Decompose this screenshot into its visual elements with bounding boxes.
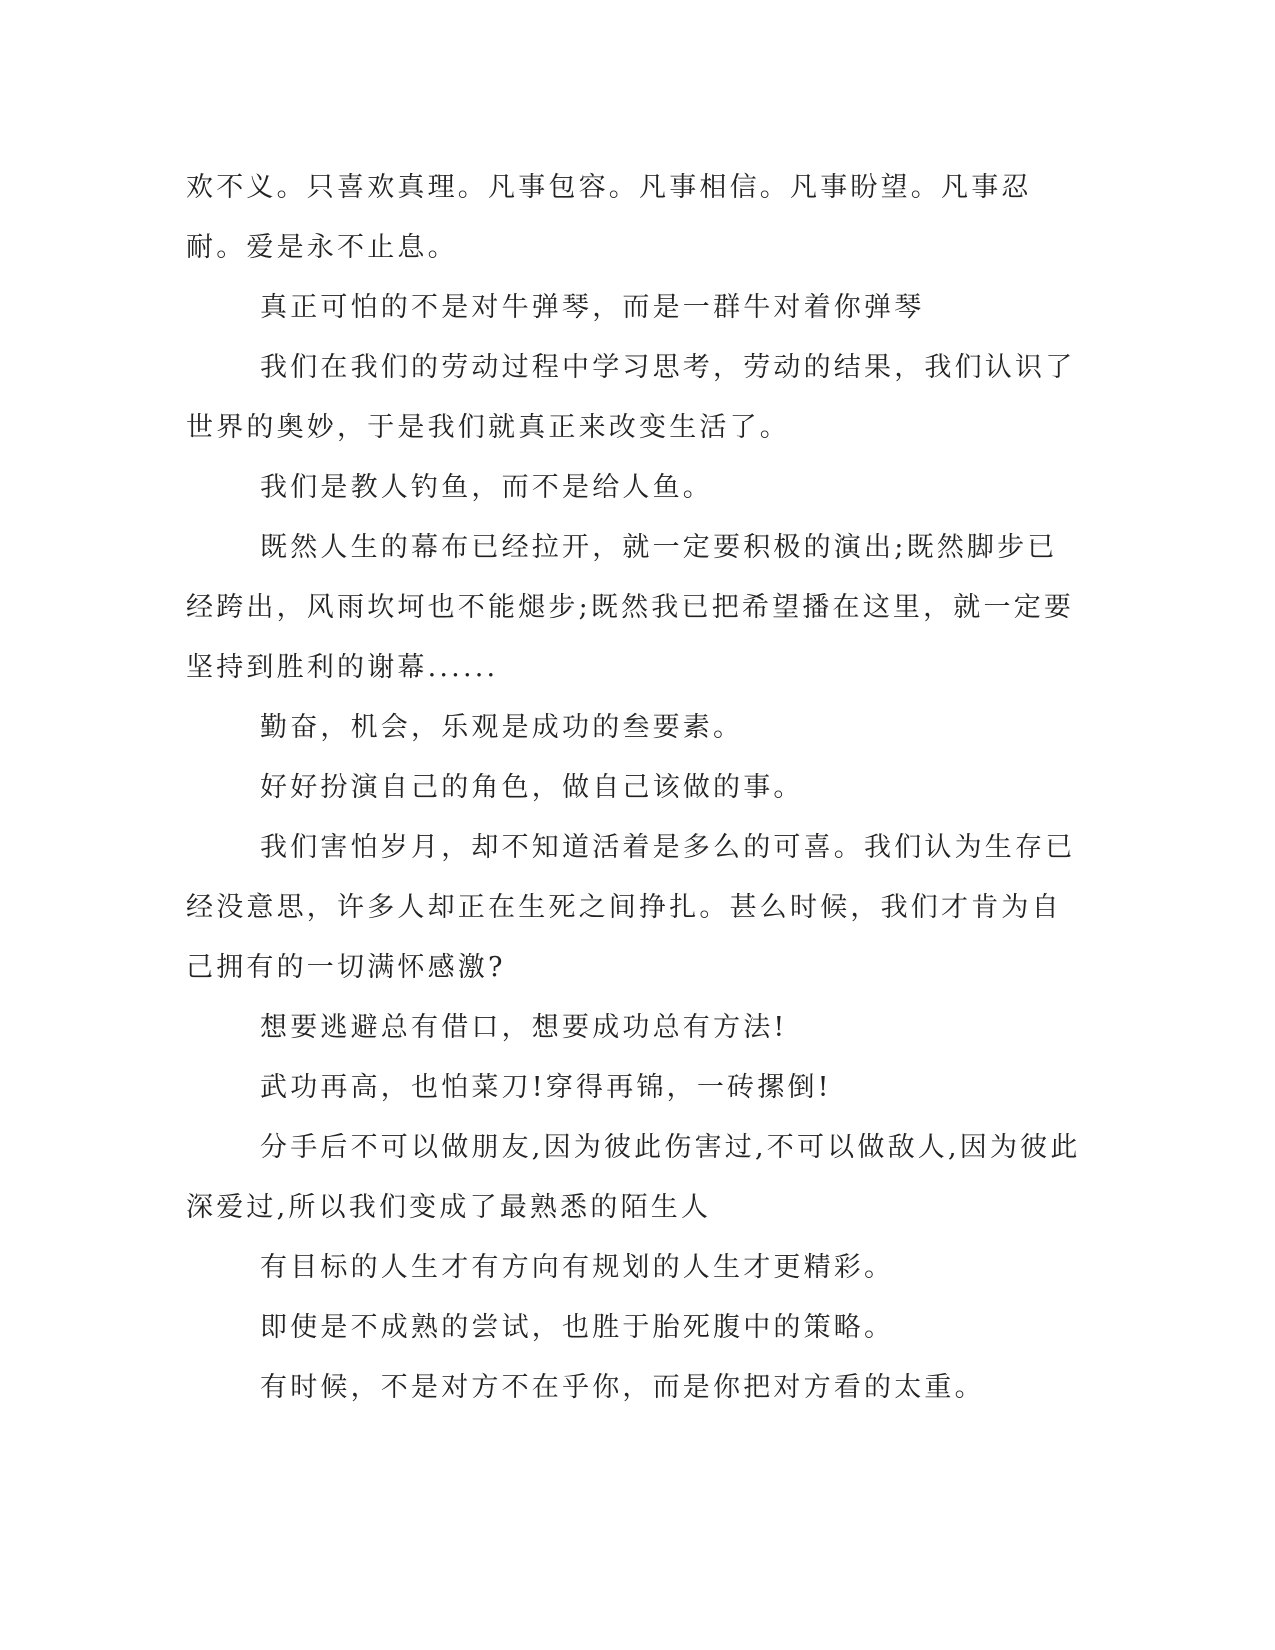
paragraph: 我们害怕岁月，却不知道活着是多么的可喜。我们认为生存已经没意思，许多人却正在生死之间挣扎。甚么时候，我们才肯为自己拥有的一切满怀感激? bbox=[186, 832, 1076, 983]
paragraph: 既然人生的幕布已经拉开，就一定要积极的演出;既然脚步已经跨出，风雨坎坷也不能煺步;既然我已把希望播在这里，就一定要坚持到胜利的谢幕...... bbox=[186, 532, 1075, 683]
paragraph: 我们在我们的劳动过程中学习思考，劳动的结果，我们认识了世界的奥妙，于是我们就真正来改变生活了。 bbox=[186, 352, 1076, 443]
paragraph: 有目标的人生才有方向有规划的人生才更精彩。 bbox=[260, 1252, 895, 1283]
paragraph: 武功再高，也怕菜刀!穿得再锦，一砖摞倒! bbox=[260, 1072, 832, 1103]
paragraph: 即使是不成熟的尝试，也胜于胎死腹中的策略。 bbox=[260, 1312, 895, 1343]
paragraph: 欢不义。只喜欢真理。凡事包容。凡事相信。凡事盼望。凡事忍耐。爱是永不止息。 bbox=[186, 172, 1032, 263]
paragraph: 想要逃避总有借口，想要成功总有方法! bbox=[260, 1012, 788, 1043]
paragraph: 我们是教人钓鱼，而不是给人鱼。 bbox=[260, 472, 713, 503]
document-body bbox=[186, 158, 1086, 1418]
paragraph: 勤奋，机会，乐观是成功的叁要素。 bbox=[260, 712, 744, 743]
paragraph: 分手后不可以做朋友,因为彼此伤害过,不可以做敌人,因为彼此深爱过,所以我们变成了最熟悉的陌生人 bbox=[186, 1132, 1081, 1223]
paragraph: 真正可怕的不是对牛弹琴，而是一群牛对着你弹琴 bbox=[260, 292, 925, 323]
paragraph: 好好扮演自己的角色，做自己该做的事。 bbox=[260, 772, 804, 803]
paragraph: 有时候，不是对方不在乎你，而是你把对方看的太重。 bbox=[260, 1372, 985, 1403]
